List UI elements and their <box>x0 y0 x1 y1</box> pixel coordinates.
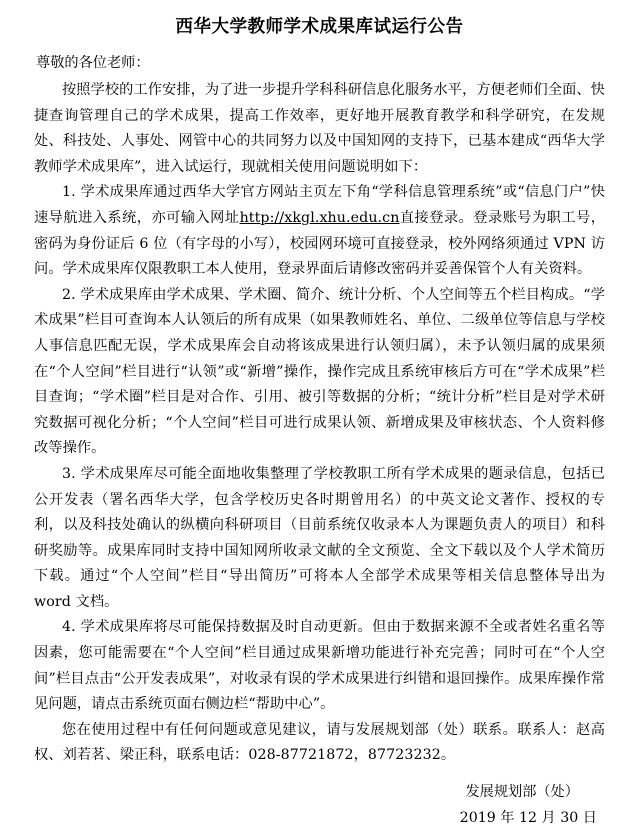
signature-date: 2019 年 12 月 30 日 <box>459 810 597 827</box>
paragraph-item-4: 4. 学术成果库将尽可能保持数据及时自动更新。但由于数据来源不全或者姓名重名等因素，您可能需要在“个人空间”栏目通过成果新增功能进行补充完善；同时可在“个人空间”栏目点击“公开发表成果”，对收录有误的学术成果进行纠错和退回操作。成果库操作常见问题，请点击系统页面右侧边栏“帮助中心”。 <box>34 619 605 713</box>
page-title: 西华大学教师学术成果库试运行公告 <box>175 17 464 37</box>
paragraph-contact: 您在使用过程中有任何问题或意见建议，请与发展规划部（处）联系。联系人：赵高权、刘若茗、梁正科，联系电话：028-87721872，87723232。 <box>34 721 605 764</box>
paragraph-item-3: 3. 学术成果库尽可能全面地收集整理了学校教职工所有学术成果的题录信息，包括已公开发表（署名西华大学，包含学校历史各时期曾用名）的中英文论文著作、授权的专利，以及科技处确认的纵横向科研项目（目前系统仅收录本人为课题负责人的项目）和科研奖励等。成果库同时支持中国知网所收录文献的全文预览、全文下载以及个人学术简历下载。通过“个人空间”栏目“导出简历”可将本人全部学术成果等相关信息整体导出为 word 文档。 <box>34 465 605 610</box>
paragraph-intro: 按照学校的工作安排，为了进一步提升学科科研信息化服务水平，方便老师们全面、快捷查询管理自己的学术成果，提高工作效率，更好地开展教育教学和科学研究，在发规处、科技处、人事处、网管中心的共同努力以及中国知网的支持下，已基本建成“西华大学教师学术成果库”，进入试运行，现就相关使用问题说明如下： <box>34 82 605 175</box>
paragraph-item-1-tail: 直接登录。登录账号为职工号，密码为身份证后 6 位（有字母的小写），校园网环境可直接登录，校外网络须通过 VPN 访问。学术成果库仅限教职工本人使用，登录界面后请修改密码并妥善保管个人有关资料。 <box>34 209 606 278</box>
system-url-link[interactable]: http://xkgl.xhu.edu.cn <box>239 209 400 226</box>
paragraph-item-1 <box>34 180 605 282</box>
paragraph-item-2: 2. 学术成果库由学术成果、学术圈、简介、统计分析、个人空间等五个栏目构成。“学术成果”栏目可查询本人认领后的所有成果（如果教师姓名、单位、二级单位等信息与学校人事信息匹配无误，学术成果库会自动将该成果进行认领归属），未予认领归属的成果须在“个人空间”栏目进行“认领”或“新增”操作，操作完成且系统审核后方可在“学术成果”栏目查询；“学术圈”栏目是对合作、引用、被引等数据的分析；“统计分析”栏目是对学术研究数据可视化分析；“个人空间”栏目可进行成果认领、新增成果及审核状态、个人资料修改等操作。 <box>34 286 605 457</box>
signature-department: 发展规划部（处） <box>465 784 579 801</box>
salutation: 尊敬的各位老师： <box>36 55 150 71</box>
paragraph-item-1-lead: 1. 学术成果库通过西华大学官方网站主页左下角“学科信息管理系统”或“信息门户”快速导航进入系统，亦可输入网址 <box>34 184 605 226</box>
